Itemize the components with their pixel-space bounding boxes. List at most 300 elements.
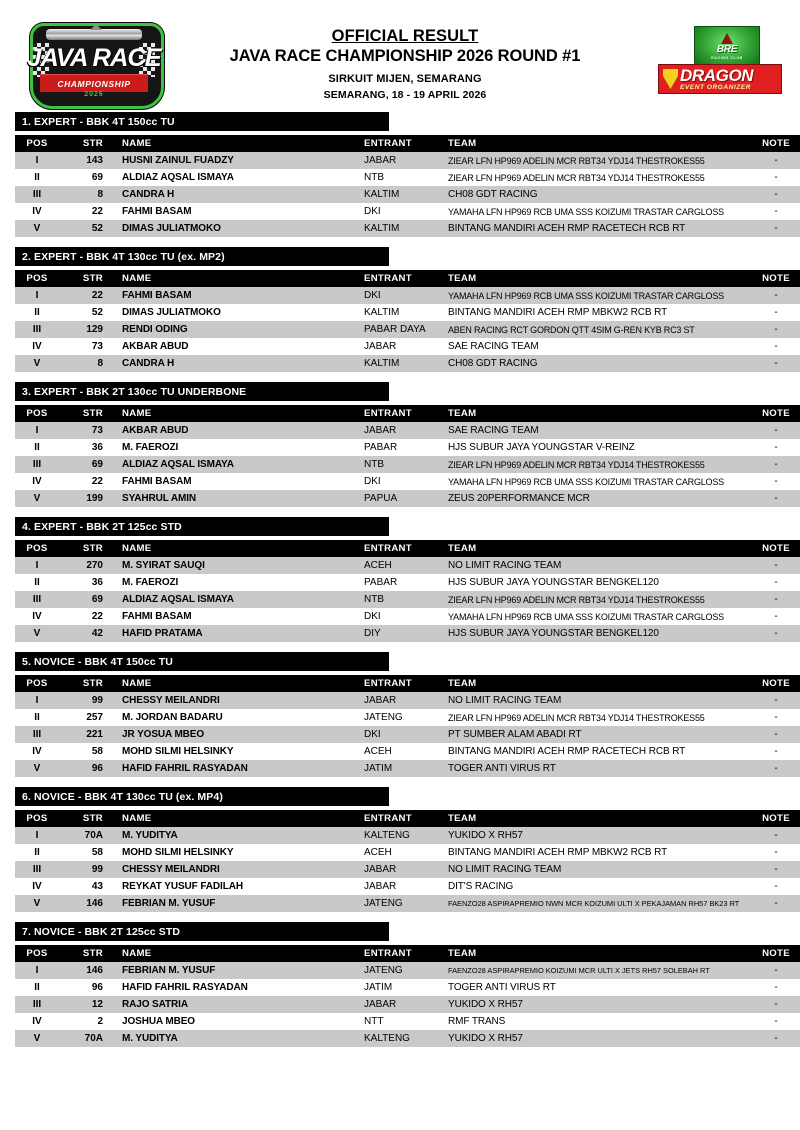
cell-name: CHESSY MEILANDRI <box>113 861 364 878</box>
table-row <box>15 1030 800 1047</box>
cell-entrant: DIY <box>364 625 448 642</box>
official-result-title: OFFICIAL RESULT <box>331 27 479 45</box>
results-table <box>15 675 800 777</box>
cell-team: PT SUMBER ALAM ABADI RT <box>448 726 748 743</box>
cell-team: NO LIMIT RACING TEAM <box>448 861 748 878</box>
table-row <box>15 709 800 726</box>
cell-entrant: JABAR <box>364 861 448 878</box>
cell-str: 146 <box>59 962 113 979</box>
cell-name: CHESSY MEILANDRI <box>113 692 364 709</box>
cell-str: 257 <box>59 709 113 726</box>
results-table <box>15 135 800 237</box>
cell-pos: III <box>15 996 59 1013</box>
cell-note: - <box>748 169 800 186</box>
column-header-team: TEAM <box>448 270 748 287</box>
table-row <box>15 726 800 743</box>
table-row <box>15 220 800 237</box>
cell-entrant: DKI <box>364 608 448 625</box>
bre-logo-subtext: RACING CLUB <box>711 56 743 60</box>
cell-note: - <box>748 878 800 895</box>
cell-str: 99 <box>59 861 113 878</box>
column-header-str: STR <box>59 135 113 152</box>
cell-entrant: PABAR <box>364 439 448 456</box>
cell-note: - <box>748 608 800 625</box>
event-date: SEMARANG, 18 - 19 APRIL 2026 <box>323 89 487 101</box>
column-header-pos: POS <box>15 675 59 692</box>
table-row <box>15 760 800 777</box>
cell-name: ALDIAZ AQSAL ISMAYA <box>113 456 364 473</box>
cell-entrant: JABAR <box>364 996 448 1013</box>
cell-pos: III <box>15 591 59 608</box>
table-row <box>15 287 800 304</box>
cell-name: HUSNI ZAINUL FUADZY <box>113 152 364 169</box>
column-header-str: STR <box>59 810 113 827</box>
cell-name: CANDRA H <box>113 355 364 372</box>
result-section <box>15 517 790 642</box>
cell-team: FAENZO28 ASPIRAPREMIO NWN MCR KOIZUMI ULTI X PEKAJAMAN RH57 BK23 RT <box>448 895 748 912</box>
cell-name: MOHD SILMI HELSINKY <box>113 844 364 861</box>
table-row <box>15 625 800 642</box>
cell-entrant: PABAR DAYA <box>364 321 448 338</box>
column-header-str: STR <box>59 405 113 422</box>
logo-ribbon-label: CHAMPIONSHIP <box>57 78 131 89</box>
cell-note: - <box>748 152 800 169</box>
cell-str: 70A <box>59 1030 113 1047</box>
cell-str: 199 <box>59 490 113 507</box>
cell-note: - <box>748 557 800 574</box>
cell-note: - <box>748 355 800 372</box>
cell-note: - <box>748 979 800 996</box>
cell-str: 52 <box>59 220 113 237</box>
column-header-name: NAME <box>113 135 364 152</box>
column-header-team: TEAM <box>448 675 748 692</box>
cell-note: - <box>748 287 800 304</box>
table-header-row <box>15 675 800 692</box>
cell-name: HAFID FAHRIL RASYADAN <box>113 760 364 777</box>
cell-team: ZEUS 20PERFORMANCE MCR <box>448 490 748 507</box>
cell-entrant: NTB <box>364 591 448 608</box>
cell-str: 22 <box>59 473 113 490</box>
table-row <box>15 473 800 490</box>
section-title: 3. EXPERT - BBK 2T 130cc TU UNDERBONE <box>22 385 247 398</box>
cell-pos: V <box>15 1030 59 1047</box>
bre-racing-club-logo <box>694 26 760 68</box>
cell-pos: I <box>15 827 59 844</box>
section-header-band <box>15 382 389 401</box>
bre-emblem-icon <box>721 33 733 44</box>
cell-entrant: ACEH <box>364 743 448 760</box>
table-header-row <box>15 810 800 827</box>
cell-note: - <box>748 709 800 726</box>
cell-entrant: NTB <box>364 169 448 186</box>
dragon-logo-subtext: EVENT ORGANIZER <box>680 83 751 91</box>
cell-name: FAHMI BASAM <box>113 608 364 625</box>
cell-pos: IV <box>15 608 59 625</box>
column-header-pos: POS <box>15 810 59 827</box>
cell-entrant: KALTIM <box>364 220 448 237</box>
cell-team: ZIEAR LFN HP969 ADELIN MCR RBT34 YDJ14 THESTROKES55 <box>448 456 748 473</box>
section-header-band <box>15 112 389 131</box>
table-row <box>15 962 800 979</box>
cell-pos: I <box>15 962 59 979</box>
table-header-row <box>15 540 800 557</box>
cell-note: - <box>748 304 800 321</box>
column-header-entrant: ENTRANT <box>364 540 448 557</box>
cell-note: - <box>748 692 800 709</box>
section-title: 5. NOVICE - BBK 4T 150cc TU <box>22 655 173 668</box>
cell-str: 99 <box>59 692 113 709</box>
results-table <box>15 810 800 912</box>
cell-note: - <box>748 861 800 878</box>
cell-pos: III <box>15 726 59 743</box>
cell-note: - <box>748 422 800 439</box>
cell-name: M. FAEROZI <box>113 439 364 456</box>
table-row <box>15 557 800 574</box>
cell-note: - <box>748 591 800 608</box>
cell-name: AKBAR ABUD <box>113 422 364 439</box>
column-header-name: NAME <box>113 810 364 827</box>
cell-team: ZIEAR LFN HP969 ADELIN MCR RBT34 YDJ14 THESTROKES55 <box>448 591 748 608</box>
cell-pos: II <box>15 169 59 186</box>
bre-logo-text: BRE <box>716 44 738 55</box>
section-title: 4. EXPERT - BBK 2T 125cc STD <box>22 520 182 533</box>
table-row <box>15 895 800 912</box>
cell-note: - <box>748 456 800 473</box>
result-section <box>15 652 790 777</box>
column-header-name: NAME <box>113 675 364 692</box>
table-row <box>15 169 800 186</box>
circuit-name: SIRKUIT MIJEN, SEMARANG <box>328 73 482 85</box>
cell-name: M. FAEROZI <box>113 574 364 591</box>
cell-entrant: PAPUA <box>364 490 448 507</box>
cell-note: - <box>748 203 800 220</box>
cell-str: 96 <box>59 979 113 996</box>
cell-str: 52 <box>59 304 113 321</box>
cell-pos: III <box>15 186 59 203</box>
table-row <box>15 338 800 355</box>
cell-entrant: ACEH <box>364 844 448 861</box>
column-header-str: STR <box>59 270 113 287</box>
cell-team: TOGER ANTI VIRUS RT <box>448 979 748 996</box>
column-header-note: NOTE <box>748 810 800 827</box>
cell-pos: V <box>15 490 59 507</box>
section-header-band <box>15 247 389 266</box>
cell-team: YAMAHA LFN HP969 RCB UMA SSS KOIZUMI TRASTAR CARGLOSS <box>448 473 748 490</box>
cell-entrant: JABAR <box>364 152 448 169</box>
cell-pos: III <box>15 321 59 338</box>
column-header-team: TEAM <box>448 810 748 827</box>
cell-pos: II <box>15 304 59 321</box>
column-header-entrant: ENTRANT <box>364 675 448 692</box>
cell-team: SAE RACING TEAM <box>448 422 748 439</box>
cell-str: 96 <box>59 760 113 777</box>
cell-note: - <box>748 321 800 338</box>
cell-note: - <box>748 490 800 507</box>
cell-pos: IV <box>15 473 59 490</box>
column-header-team: TEAM <box>448 540 748 557</box>
column-header-entrant: ENTRANT <box>364 945 448 962</box>
cell-pos: V <box>15 895 59 912</box>
dragon-v-mark-icon <box>663 69 678 89</box>
cell-entrant: JABAR <box>364 422 448 439</box>
column-header-entrant: ENTRANT <box>364 135 448 152</box>
cell-entrant: KALTIM <box>364 186 448 203</box>
cell-note: - <box>748 473 800 490</box>
cell-note: - <box>748 760 800 777</box>
cell-str: 22 <box>59 287 113 304</box>
column-header-pos: POS <box>15 945 59 962</box>
cell-name: DIMAS JULIATMOKO <box>113 220 364 237</box>
table-row <box>15 422 800 439</box>
logo-ribbon <box>40 74 148 92</box>
cell-name: JOSHUA MBEO <box>113 1013 364 1030</box>
section-header-band <box>15 652 389 671</box>
section-title: 2. EXPERT - BBK 4T 130cc TU (ex. MP2) <box>22 250 225 263</box>
cell-entrant: KALTENG <box>364 827 448 844</box>
cell-team: SAE RACING TEAM <box>448 338 748 355</box>
table-header-row <box>15 945 800 962</box>
cell-entrant: JATIM <box>364 979 448 996</box>
section-title: 7. NOVICE - BBK 2T 125cc STD <box>22 925 181 938</box>
column-header-pos: POS <box>15 135 59 152</box>
cell-pos: IV <box>15 1013 59 1030</box>
results-table <box>15 540 800 642</box>
cell-entrant: JABAR <box>364 692 448 709</box>
cell-str: 58 <box>59 844 113 861</box>
cell-team: YAMAHA LFN HP969 RCB UMA SSS KOIZUMI TRASTAR CARGLOSS <box>448 608 748 625</box>
table-row <box>15 844 800 861</box>
cell-entrant: DKI <box>364 726 448 743</box>
column-header-name: NAME <box>113 270 364 287</box>
cell-str: 221 <box>59 726 113 743</box>
cell-team: YUKIDO X RH57 <box>448 996 748 1013</box>
cell-name: FAHMI BASAM <box>113 473 364 490</box>
cell-note: - <box>748 574 800 591</box>
cell-team: ZIEAR LFN HP969 ADELIN MCR RBT34 YDJ14 THESTROKES55 <box>448 152 748 169</box>
results-sheet <box>0 112 800 1047</box>
cell-name: AKBAR ABUD <box>113 338 364 355</box>
cell-str: 2 <box>59 1013 113 1030</box>
cell-team: FAENZO28 ASPIRAPREMIO KOIZUMI MCR ULTI X JETS RH57 SOLEBAH RT <box>448 962 748 979</box>
section-header-band <box>15 787 389 806</box>
table-row <box>15 304 800 321</box>
cell-pos: V <box>15 625 59 642</box>
cell-str: 58 <box>59 743 113 760</box>
cell-entrant: JATENG <box>364 895 448 912</box>
column-header-note: NOTE <box>748 405 800 422</box>
column-header-team: TEAM <box>448 135 748 152</box>
cell-name: FEBRIAN M. YUSUF <box>113 895 364 912</box>
column-header-team: TEAM <box>448 405 748 422</box>
cell-pos: III <box>15 861 59 878</box>
cell-name: RAJO SATRIA <box>113 996 364 1013</box>
cell-pos: II <box>15 574 59 591</box>
cell-name: FAHMI BASAM <box>113 203 364 220</box>
column-header-str: STR <box>59 540 113 557</box>
cell-team: CH08 GDT RACING <box>448 186 748 203</box>
cell-team: HJS SUBUR JAYA YOUNGSTAR BENGKEL120 <box>448 625 748 642</box>
cell-name: REYKAT YUSUF FADILAH <box>113 878 364 895</box>
cell-team: YAMAHA LFN HP969 RCB UMA SSS KOIZUMI TRASTAR CARGLOSS <box>448 203 748 220</box>
column-header-str: STR <box>59 945 113 962</box>
cell-team: NO LIMIT RACING TEAM <box>448 557 748 574</box>
column-header-team: TEAM <box>448 945 748 962</box>
result-section <box>15 922 790 1047</box>
cell-pos: V <box>15 760 59 777</box>
cell-pos: IV <box>15 338 59 355</box>
cell-name: ALDIAZ AQSAL ISMAYA <box>113 169 364 186</box>
event-title: JAVA RACE CHAMPIONSHIP 2026 ROUND #1 <box>229 47 581 65</box>
cell-team: HJS SUBUR JAYA YOUNGSTAR BENGKEL120 <box>448 574 748 591</box>
cell-entrant: DKI <box>364 287 448 304</box>
logo-year: 2026 <box>84 91 104 98</box>
cell-team: BINTANG MANDIRI ACEH RMP MBKW2 RCB RT <box>448 304 748 321</box>
cell-pos: II <box>15 979 59 996</box>
cell-pos: I <box>15 152 59 169</box>
cell-name: MOHD SILMI HELSINKY <box>113 743 364 760</box>
cell-entrant: NTB <box>364 456 448 473</box>
cell-team: BINTANG MANDIRI ACEH RMP RACETECH RCB RT <box>448 220 748 237</box>
cell-pos: V <box>15 220 59 237</box>
cell-name: JR YOSUA MBEO <box>113 726 364 743</box>
column-header-name: NAME <box>113 945 364 962</box>
table-header-row <box>15 405 800 422</box>
cell-pos: II <box>15 709 59 726</box>
cell-entrant: JABAR <box>364 878 448 895</box>
section-header-band <box>15 517 389 536</box>
cell-team: TOGER ANTI VIRUS RT <box>448 760 748 777</box>
cell-str: 69 <box>59 456 113 473</box>
cell-note: - <box>748 895 800 912</box>
table-row <box>15 1013 800 1030</box>
cell-pos: V <box>15 355 59 372</box>
result-section <box>15 787 790 912</box>
cell-note: - <box>748 844 800 861</box>
cell-name: SYAHRUL AMIN <box>113 490 364 507</box>
cell-str: 42 <box>59 625 113 642</box>
cell-team: DIT'S RACING <box>448 878 748 895</box>
table-row <box>15 355 800 372</box>
section-title: 6. NOVICE - BBK 4T 130cc TU (ex. MP4) <box>22 790 223 803</box>
cell-str: 270 <box>59 557 113 574</box>
cell-note: - <box>748 1030 800 1047</box>
cell-name: FEBRIAN M. YUSUF <box>113 962 364 979</box>
cell-note: - <box>748 186 800 203</box>
cell-note: - <box>748 220 800 237</box>
cell-entrant: KALTENG <box>364 1030 448 1047</box>
table-row <box>15 861 800 878</box>
cell-team: HJS SUBUR JAYA YOUNGSTAR V-REINZ <box>448 439 748 456</box>
logo-title: JAVA RACE <box>27 44 161 72</box>
cell-pos: II <box>15 439 59 456</box>
cell-entrant: JABAR <box>364 338 448 355</box>
table-row <box>15 878 800 895</box>
cell-note: - <box>748 996 800 1013</box>
cell-note: - <box>748 439 800 456</box>
cell-pos: I <box>15 557 59 574</box>
table-header-row <box>15 270 800 287</box>
cell-str: 12 <box>59 996 113 1013</box>
cell-entrant: DKI <box>364 473 448 490</box>
table-header-row <box>15 135 800 152</box>
results-table <box>15 270 800 372</box>
cell-name: M. SYIRAT SAUQI <box>113 557 364 574</box>
column-header-note: NOTE <box>748 945 800 962</box>
column-header-note: NOTE <box>748 135 800 152</box>
table-row <box>15 456 800 473</box>
cell-entrant: DKI <box>364 203 448 220</box>
cell-name: M. YUDITYA <box>113 1030 364 1047</box>
cell-note: - <box>748 726 800 743</box>
table-row <box>15 591 800 608</box>
table-row <box>15 186 800 203</box>
result-section <box>15 247 790 372</box>
cell-str: 73 <box>59 422 113 439</box>
cell-team: NO LIMIT RACING TEAM <box>448 692 748 709</box>
cell-str: 36 <box>59 439 113 456</box>
table-row <box>15 439 800 456</box>
cell-note: - <box>748 1013 800 1030</box>
cell-team: YAMAHA LFN HP969 RCB UMA SSS KOIZUMI TRASTAR CARGLOSS <box>448 287 748 304</box>
results-table <box>15 945 800 1047</box>
column-header-name: NAME <box>113 540 364 557</box>
table-row <box>15 608 800 625</box>
cell-team: ZIEAR LFN HP969 ADELIN MCR RBT34 YDJ14 THESTROKES55 <box>448 169 748 186</box>
column-header-pos: POS <box>15 540 59 557</box>
dragon-logo-text: DRAGON <box>680 65 754 85</box>
column-header-note: NOTE <box>748 270 800 287</box>
organizer-logos <box>658 26 782 96</box>
cell-str: 146 <box>59 895 113 912</box>
cell-str: 43 <box>59 878 113 895</box>
cell-team: CH08 GDT RACING <box>448 355 748 372</box>
cell-name: M. YUDITYA <box>113 827 364 844</box>
document-header <box>0 0 800 112</box>
column-header-pos: POS <box>15 270 59 287</box>
cell-name: ALDIAZ AQSAL ISMAYA <box>113 591 364 608</box>
cell-name: M. JORDAN BADARU <box>113 709 364 726</box>
results-table <box>15 405 800 507</box>
cell-str: 8 <box>59 355 113 372</box>
column-header-entrant: ENTRANT <box>364 405 448 422</box>
cell-name: DIMAS JULIATMOKO <box>113 304 364 321</box>
cell-team: YUKIDO X RH57 <box>448 1030 748 1047</box>
cell-note: - <box>748 743 800 760</box>
column-header-entrant: ENTRANT <box>364 270 448 287</box>
cell-str: 129 <box>59 321 113 338</box>
cell-team: YUKIDO X RH57 <box>448 827 748 844</box>
cell-str: 8 <box>59 186 113 203</box>
table-row <box>15 996 800 1013</box>
cell-entrant: JATENG <box>364 709 448 726</box>
cell-entrant: KALTIM <box>364 304 448 321</box>
cell-name: HAFID FAHRIL RASYADAN <box>113 979 364 996</box>
result-section <box>15 382 790 507</box>
cell-entrant: NTT <box>364 1013 448 1030</box>
cell-str: 36 <box>59 574 113 591</box>
cell-name: RENDI ODING <box>113 321 364 338</box>
table-row <box>15 203 800 220</box>
column-header-str: STR <box>59 675 113 692</box>
cell-str: 73 <box>59 338 113 355</box>
cell-team: BINTANG MANDIRI ACEH RMP RACETECH RCB RT <box>448 743 748 760</box>
cell-str: 69 <box>59 591 113 608</box>
table-row <box>15 152 800 169</box>
cell-pos: III <box>15 456 59 473</box>
cell-entrant: PABAR <box>364 574 448 591</box>
cell-name: CANDRA H <box>113 186 364 203</box>
table-row <box>15 574 800 591</box>
